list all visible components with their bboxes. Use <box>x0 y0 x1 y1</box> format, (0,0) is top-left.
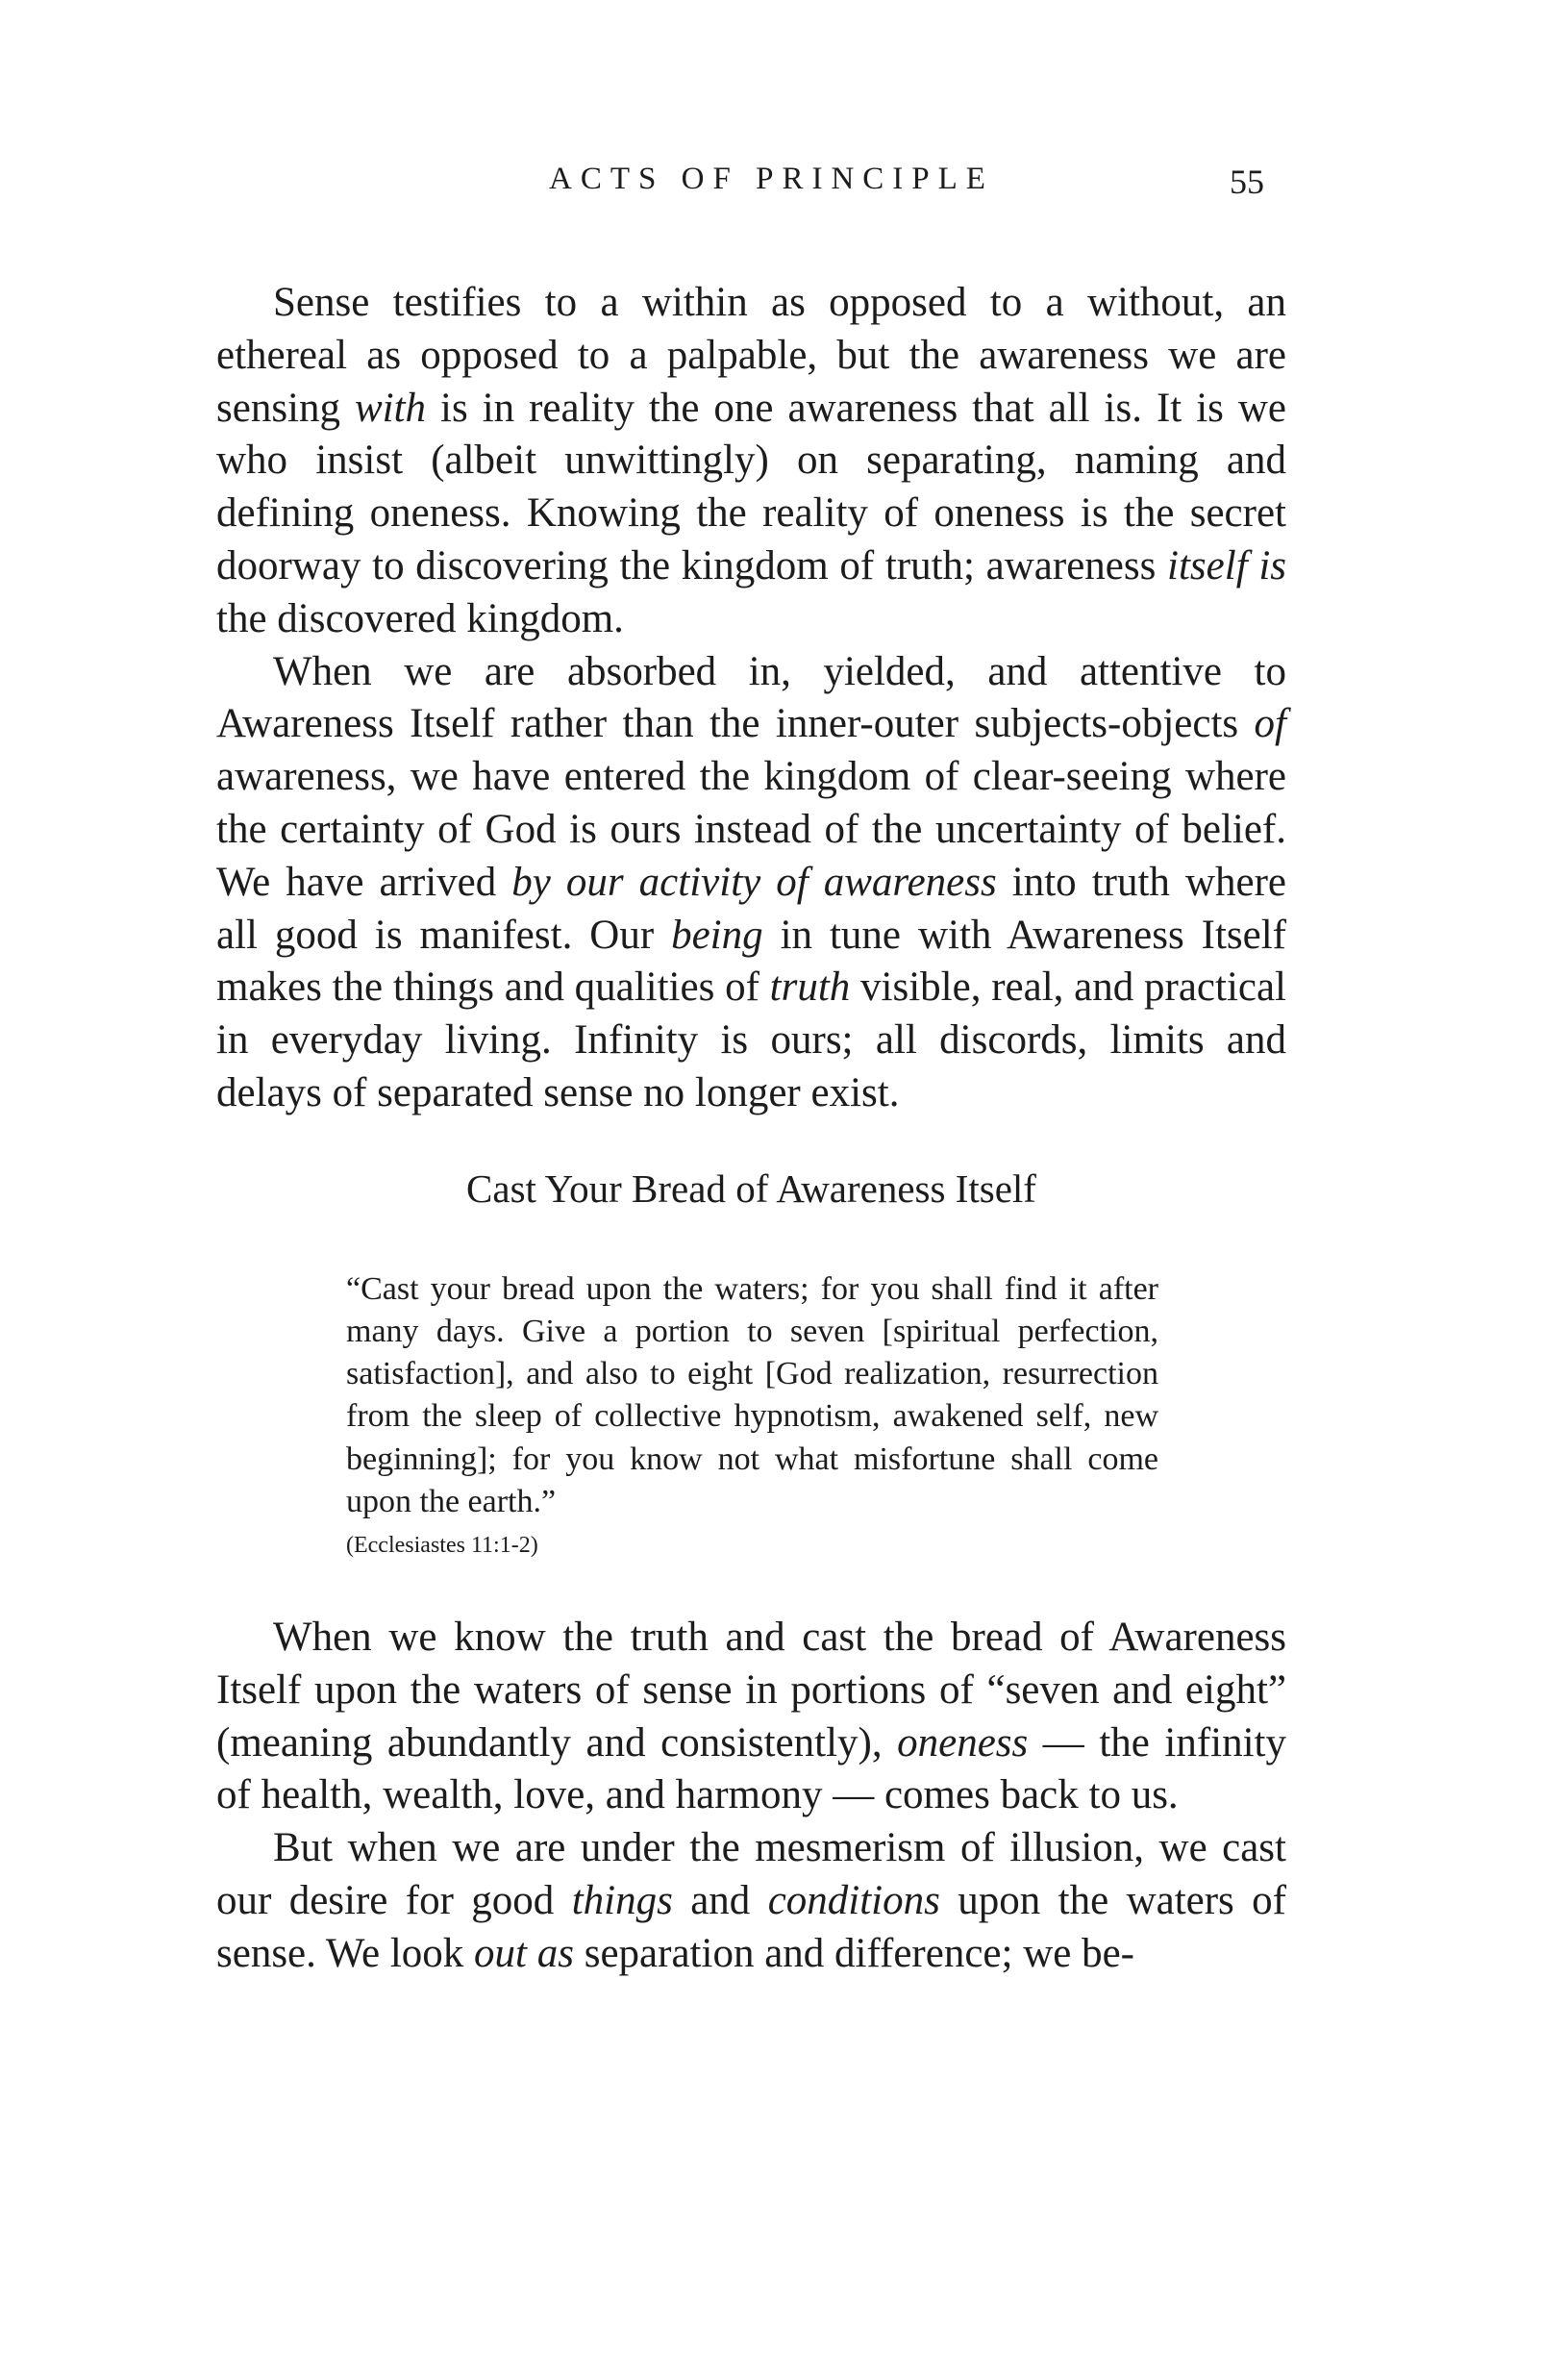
italic-run: oneness <box>897 1719 1029 1766</box>
italic-run: itself is <box>1167 542 1286 589</box>
text-run: But when we are under the mesmerism of illusion, we cast our desire for good <box>216 1825 1286 1923</box>
paragraphs-before <box>216 277 1286 1120</box>
text-run: awareness, we have entered the kingdom of clear-seeing where the certainty of God is ours instead of the uncertainty of belief. We have arrived <box>216 754 1286 905</box>
running-title: ACTS OF PRINCIPLE <box>549 162 994 196</box>
paragraph <box>216 1612 1286 1822</box>
paragraph <box>216 1822 1286 1980</box>
running-head <box>0 162 1543 210</box>
text-run: When we are absorbed in, yielded, and attentive to Awareness Itself rather than the inner-outer subjects-objects <box>216 648 1286 747</box>
italic-run: with <box>354 385 427 431</box>
italic-run: conditions <box>767 1877 940 1923</box>
body-text <box>216 277 1286 1981</box>
text-run: the discovered kingdom. <box>216 595 624 641</box>
text-run: and <box>672 1877 768 1923</box>
italic-run: by our activity of awareness <box>511 859 997 905</box>
text-run: upon the waters of sense. We look <box>216 1877 1287 1976</box>
italic-run: things <box>571 1877 673 1923</box>
italic-run: truth <box>769 965 851 1011</box>
paragraph <box>216 277 1286 646</box>
italic-run: out as <box>474 1930 574 1976</box>
italic-run: of <box>1254 701 1286 747</box>
text-run: visible, real, and practical in everyday living. Infinity is ours; all discords, limits and delays of separated sense no longer exist. <box>216 965 1287 1115</box>
epigraph <box>346 1268 1158 1562</box>
epigraph-quote: “Cast your bread upon the waters; for you shall find it after many days. Give a portion to seven [spiritual perfection, satisfaction], and also to eight [God realization, resurrection from the sleep of collective hypnotism, awakened self, new beginning]; for you know not what misfortune shall come upon the earth.” <box>346 1270 1158 1519</box>
paragraphs-after <box>216 1612 1286 1981</box>
paragraph <box>216 646 1286 1120</box>
text-run: is in reality the one awareness that all is. It is we who insist (albeit unwittingly) on separating, naming and defining oneness. Knowing the reality of oneness is the secret doorway to discovering the kingdom of truth; awareness <box>216 385 1287 589</box>
epigraph-citation: (Ecclesiastes 11:1-2) <box>346 1532 538 1558</box>
text-run: — the infinity of health, wealth, love, and harmony — comes back to us. <box>216 1719 1287 1818</box>
text-run: When we know the truth and cast the bread of Awareness Itself upon the waters of sense in portions of “seven and eight” (meaning abundantly and consistently), <box>216 1614 1286 1766</box>
text-run: into truth where all good is manifest. Our <box>216 859 1286 958</box>
text-run: in tune with Awareness Itself makes the things and qualities of <box>216 912 1286 1011</box>
section-heading: Cast Your Bread of Awareness Itself <box>466 1165 1036 1211</box>
text-run: separation and difference; we be- <box>573 1930 1134 1976</box>
italic-run: being <box>671 912 763 958</box>
text-run: Sense testifies to a within as opposed to a without, an ethereal as opposed to a palpable, but the awareness we are sensing <box>216 280 1286 431</box>
page-number: 55 <box>1230 163 1264 201</box>
